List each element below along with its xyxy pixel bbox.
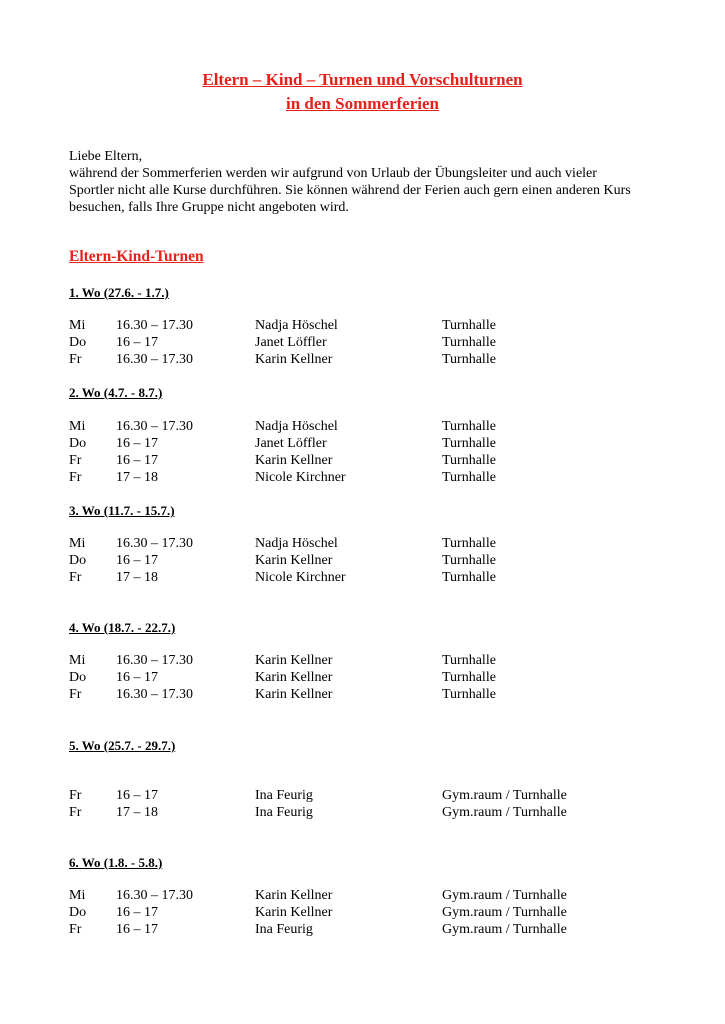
time: 17 – 18 [116, 470, 158, 485]
location: Turnhalle [442, 470, 496, 485]
day: Mi [69, 318, 86, 333]
day: Mi [69, 419, 86, 434]
day: Fr [69, 570, 82, 585]
trainer: Karin Kellner [255, 453, 333, 468]
location: Turnhalle [442, 687, 496, 702]
location: Gym.raum / Turnhalle [442, 805, 567, 820]
day: Mi [69, 536, 86, 551]
trainer: Karin Kellner [255, 888, 333, 903]
trainer: Karin Kellner [255, 905, 333, 920]
day: Fr [69, 470, 82, 485]
trainer: Karin Kellner [255, 670, 333, 685]
location: Gym.raum / Turnhalle [442, 905, 567, 920]
location: Gym.raum / Turnhalle [442, 888, 567, 903]
location: Turnhalle [442, 553, 496, 568]
location: Turnhalle [442, 670, 496, 685]
trainer: Nadja Höschel [255, 318, 338, 333]
day: Fr [69, 453, 82, 468]
day: Mi [69, 653, 86, 668]
intro-line: besuchen, falls Ihre Gruppe nicht angeboten wird. [69, 200, 349, 215]
time: 16.30 – 17.30 [116, 536, 193, 551]
time: 16 – 17 [116, 922, 158, 937]
trainer: Karin Kellner [255, 352, 333, 367]
location: Turnhalle [442, 653, 496, 668]
day: Do [69, 553, 87, 568]
location: Turnhalle [442, 419, 496, 434]
location: Gym.raum / Turnhalle [442, 922, 567, 937]
time: 16 – 17 [116, 905, 158, 920]
trainer: Ina Feurig [255, 788, 313, 803]
time: 16.30 – 17.30 [116, 352, 193, 367]
intro-line: während der Sommerferien werden wir aufgrund von Urlaub der Übungsleiter und auch vieler [69, 166, 597, 181]
trainer: Nicole Kirchner [255, 470, 346, 485]
intro-text [69, 148, 669, 216]
day: Do [69, 905, 87, 920]
time: 16 – 17 [116, 670, 158, 685]
week-heading: 5. Wo (25.7. - 29.7.) [69, 738, 176, 753]
page-title: Eltern – Kind – Turnen und Vorschulturnen [202, 70, 523, 89]
trainer: Nadja Höschel [255, 419, 338, 434]
time: 16 – 17 [116, 553, 158, 568]
day: Fr [69, 805, 82, 820]
week-heading: 4. Wo (18.7. - 22.7.) [69, 620, 176, 635]
trainer: Ina Feurig [255, 922, 313, 937]
day: Fr [69, 788, 82, 803]
location: Turnhalle [442, 352, 496, 367]
page-subtitle: in den Sommerferien [286, 94, 439, 113]
time: 17 – 18 [116, 805, 158, 820]
time: 16.30 – 17.30 [116, 419, 193, 434]
location: Turnhalle [442, 318, 496, 333]
time: 16 – 17 [116, 436, 158, 451]
day: Fr [69, 687, 82, 702]
trainer: Nadja Höschel [255, 536, 338, 551]
location: Turnhalle [442, 436, 496, 451]
day: Do [69, 335, 87, 350]
trainer: Karin Kellner [255, 553, 333, 568]
location: Turnhalle [442, 453, 496, 468]
week-heading: 1. Wo (27.6. - 1.7.) [69, 285, 169, 300]
week-heading: 2. Wo (4.7. - 8.7.) [69, 385, 163, 400]
time: 16.30 – 17.30 [116, 888, 193, 903]
section-title: Eltern-Kind-Turnen [69, 248, 204, 265]
time: 16 – 17 [116, 788, 158, 803]
time: 16 – 17 [116, 453, 158, 468]
day: Do [69, 670, 87, 685]
week-heading: 3. Wo (11.7. - 15.7.) [69, 503, 175, 518]
time: 16.30 – 17.30 [116, 318, 193, 333]
day: Fr [69, 352, 82, 367]
time: 16 – 17 [116, 335, 158, 350]
location: Turnhalle [442, 570, 496, 585]
day: Fr [69, 922, 82, 937]
location: Turnhalle [442, 536, 496, 551]
trainer: Karin Kellner [255, 687, 333, 702]
time: 17 – 18 [116, 570, 158, 585]
day: Mi [69, 888, 86, 903]
time: 16.30 – 17.30 [116, 653, 193, 668]
trainer: Janet Löffler [255, 335, 327, 350]
trainer: Ina Feurig [255, 805, 313, 820]
salutation: Liebe Eltern, [69, 149, 143, 164]
week-heading: 6. Wo (1.8. - 5.8.) [69, 855, 163, 870]
time: 16.30 – 17.30 [116, 687, 193, 702]
trainer: Nicole Kirchner [255, 570, 346, 585]
location: Gym.raum / Turnhalle [442, 788, 567, 803]
trainer: Karin Kellner [255, 653, 333, 668]
trainer: Janet Löffler [255, 436, 327, 451]
location: Turnhalle [442, 335, 496, 350]
day: Do [69, 436, 87, 451]
intro-line: Sportler nicht alle Kurse durchführen. Sie können während der Ferien auch gern einen anderen Kurs [69, 183, 631, 198]
